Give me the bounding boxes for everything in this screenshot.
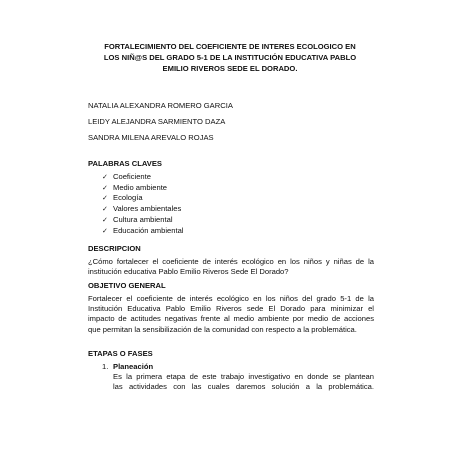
stage-number: 1. [102,362,109,371]
title-line-2: LOS NIÑ@S DEL GRADO 5-1 DE LA INSTITUCIÓN EDUCATIVA PABLO [103,53,357,62]
stage-description: Es la primera etapa de este trabajo investigativo en donde se plantean las actividades con las cuales daremos solución a la problemática. [113,372,374,392]
list-item: ✓ Coeficiente [102,172,151,181]
list-item: ✓ Educación ambiental [102,225,184,235]
title-line-1: FORTALECIMIENTO DEL COEFICIENTE DE INTERES ECOLOGICO EN [104,42,356,51]
checkmark-icon: ✓ [102,206,108,214]
objective-heading: OBJETIVO GENERAL [88,281,166,290]
document-title [88,41,372,74]
stages-heading: ETAPAS O FASES [88,349,153,358]
checkmark-icon: ✓ [102,227,108,235]
title-line-3: EMILIO RIVEROS SEDE EL DORADO. [162,64,298,73]
stage-title: Planeación [113,362,154,371]
description-heading: DESCRIPCION [88,244,141,253]
checkmark-icon: ✓ [102,195,108,203]
description-text: ¿Cómo fortalecer el coeficiente de interés ecológico en los niños y niñas de la institución educativa Pablo Emilio Riveros Sede El Dorado? [88,257,374,277]
objective-text: Fortalecer el coeficiente de interés ecológico en los niños del grado 5-1 de la Institución Educativa Pablo Emilio Riveros sede El Dorado para minimizar el impacto de actitudes negativas frente al medio ambiente por medio de acciones que permitan la sensibilización de la comunidad con respecto a la problemática. [88,294,374,334]
checkmark-icon: ✓ [102,174,108,181]
author-2: LEIDY ALEJANDRA SARMIENTO DAZA [88,117,226,126]
list-item: ✓ Medio ambiente [102,182,168,192]
keywords-list [102,172,184,236]
author-3: SANDRA MILENA AREVALO ROJAS [88,133,214,142]
keywords-heading: PALABRAS CLAVES [88,159,162,168]
list-item: ✓ Ecología [102,193,143,203]
checkmark-icon: ✓ [102,216,108,224]
checkmark-icon: ✓ [102,184,108,192]
author-1: NATALIA ALEXANDRA ROMERO GARCIA [88,101,233,110]
list-item: ✓ Cultura ambiental [102,214,173,224]
list-item: ✓ Valores ambientales [102,204,182,214]
